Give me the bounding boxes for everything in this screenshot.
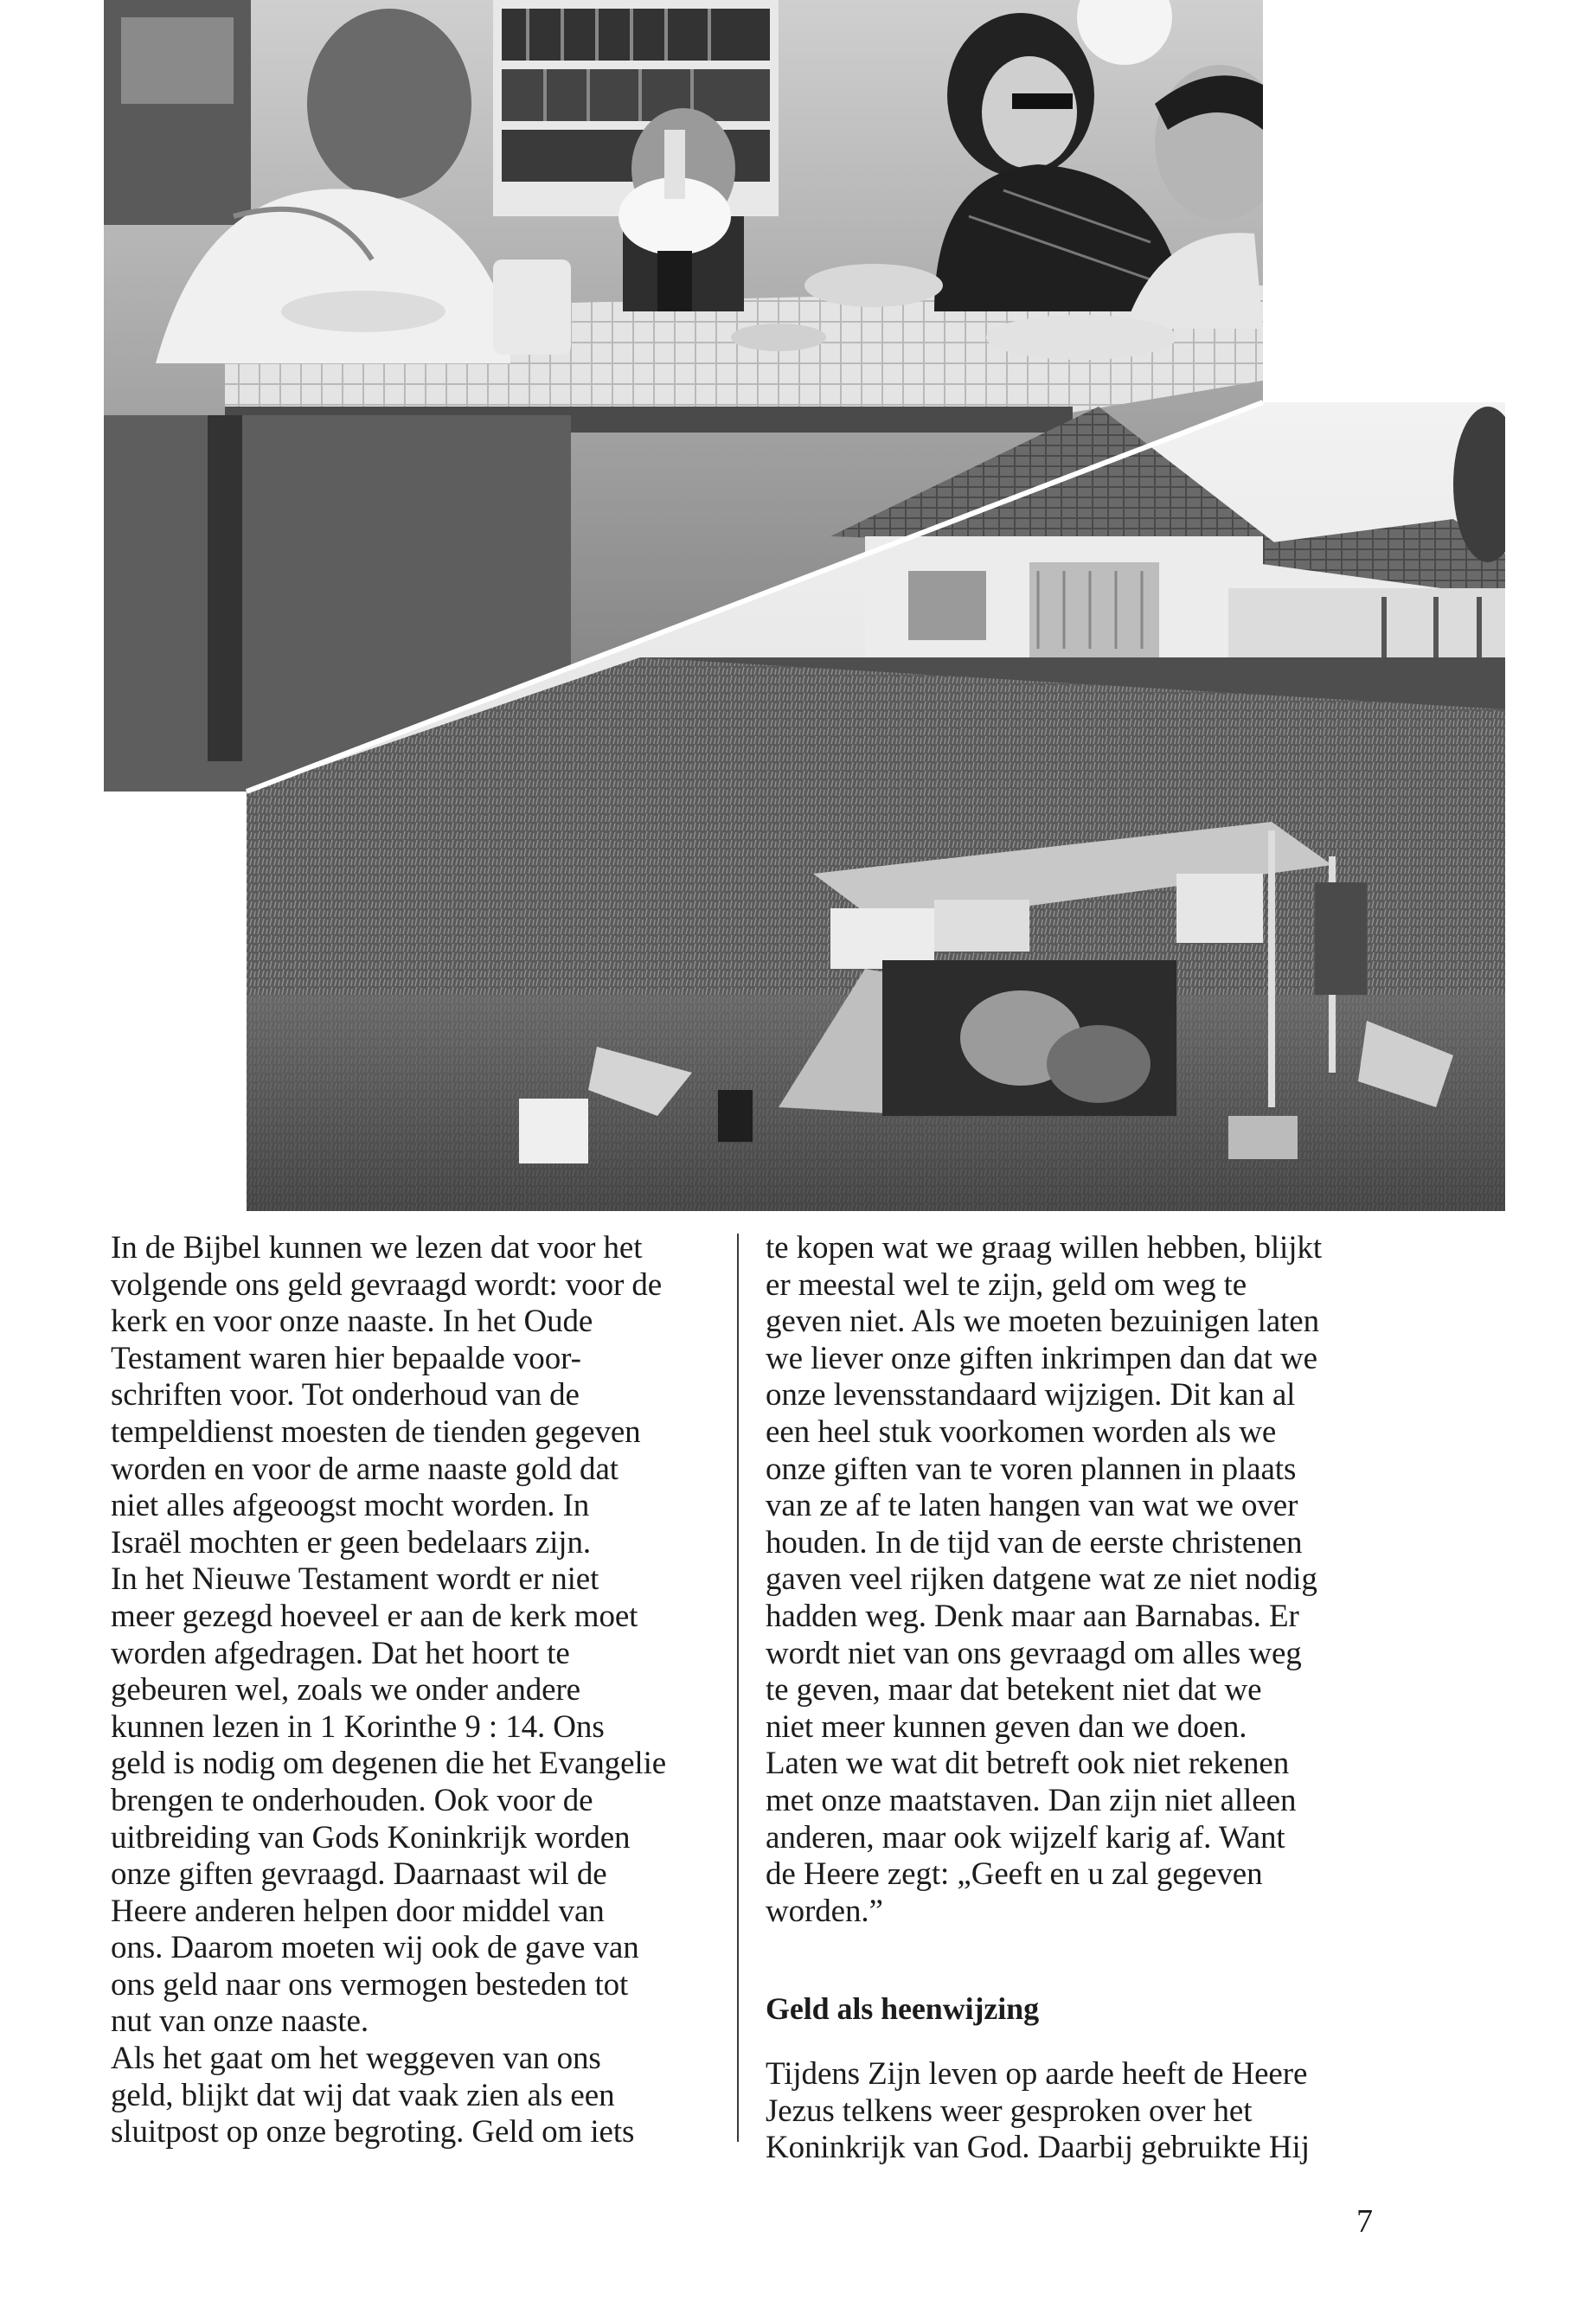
text-line: meer gezegd hoeveel er aan de kerk moet bbox=[111, 1598, 638, 1634]
text-line: Als het gaat om het weggeven van ons bbox=[111, 2041, 601, 2077]
text-line: Heere anderen helpen door middel van bbox=[111, 1893, 605, 1929]
text-line: onze giften gevraagd. Daarnaast wil de bbox=[111, 1856, 607, 1893]
text-line: geld, blijkt dat wij dat vaak zien als een bbox=[111, 2077, 615, 2113]
text-line: worden afgedragen. Dat het hoort te bbox=[111, 1635, 570, 1671]
text-line: volgende ons geld gevraagd wordt: voor de bbox=[111, 1266, 663, 1303]
text-line: houden. In de tijd van de eerste christenen bbox=[766, 1524, 1303, 1561]
text-line: anderen, maar ook wijzelf karig af. Want bbox=[766, 1819, 1285, 1856]
text-line: sluitpost op onze begroting. Geld om iets bbox=[111, 2114, 635, 2150]
text-line: kerk en voor onze naaste. In het Oude bbox=[111, 1304, 593, 1340]
text-line: onze giften van te voren plannen in plaats bbox=[766, 1451, 1297, 1487]
text-line: Koninkrijk van God. Daarbij gebruikte Hij bbox=[766, 2130, 1310, 2166]
text-line: brengen te onderhouden. Ook voor de bbox=[111, 1782, 593, 1818]
page-number: 7 bbox=[1356, 2203, 1373, 2240]
text-line: we liever onze giften inkrimpen dan dat we bbox=[766, 1340, 1317, 1376]
text-line: onze levensstandaard wijzigen. Dit kan al bbox=[766, 1377, 1296, 1413]
photo-collage bbox=[104, 0, 1505, 1211]
text-line: In de Bijbel kunnen we lezen dat voor het bbox=[111, 1230, 643, 1266]
text-line: hadden weg. Denk maar aan Barnabas. Er bbox=[766, 1598, 1299, 1634]
text-line: Tijdens Zijn leven op aarde heeft de Heere bbox=[766, 2056, 1308, 2093]
article-left-column bbox=[111, 1230, 716, 2151]
paragraph-gap bbox=[766, 1930, 1371, 1990]
text-line: Testament waren hier bepaalde voor- bbox=[111, 1340, 581, 1376]
text-line: worden en voor de arme naaste gold dat bbox=[111, 1451, 619, 1487]
column-divider bbox=[737, 1234, 739, 2142]
text-line: schriften voor. Tot onderhoud van de bbox=[111, 1377, 580, 1413]
text-line: te geven, maar dat betekent niet dat we bbox=[766, 1672, 1262, 1708]
text-line: Laten we wat dit betreft ook niet rekenen bbox=[766, 1746, 1290, 1782]
text-line: In het Nieuwe Testament wordt er niet bbox=[111, 1561, 599, 1598]
text-line: een heel stuk voorkomen worden als we bbox=[766, 1413, 1277, 1450]
text-line: geld is nodig om degenen die het Evangelie bbox=[111, 1746, 667, 1782]
text-line: niet alles afgeoogst mocht worden. In bbox=[111, 1488, 590, 1524]
text-line: ons geld naar ons vermogen besteden tot bbox=[111, 1966, 629, 2003]
text-line: uitbreiding van Gods Koninkrijk worden bbox=[111, 1819, 631, 1856]
text-line: nut van onze naaste. bbox=[111, 2003, 369, 2040]
text-line: te kopen wat we graag willen hebben, blijkt bbox=[766, 1230, 1323, 1266]
text-line: van ze af te laten hangen van wat we over bbox=[766, 1488, 1298, 1524]
text-line: ons. Daarom moeten wij ook de gave van bbox=[111, 1930, 639, 1966]
article-right-column bbox=[766, 1230, 1371, 2167]
text-line: tempeldienst moesten de tienden gegeven bbox=[111, 1413, 641, 1450]
text-line: gebeuren wel, zoals we onder andere bbox=[111, 1672, 581, 1708]
text-line: geven niet. Als we moeten bezuinigen laten bbox=[766, 1304, 1320, 1340]
text-line: Jezus telkens weer gesproken over het bbox=[766, 2093, 1253, 2129]
text-line: kunnen lezen in 1 Korinthe 9 : 14. Ons bbox=[111, 1708, 605, 1745]
text-line: niet meer kunnen geven dan we doen. bbox=[766, 1708, 1247, 1745]
text-line: Israël mochten er geen bedelaars zijn. bbox=[111, 1524, 592, 1561]
section-heading: Geld als heenwijzing bbox=[766, 1991, 1040, 2027]
text-line: worden.” bbox=[766, 1893, 883, 1929]
text-line: gaven veel rijken datgene wat ze niet nodig bbox=[766, 1561, 1317, 1598]
text-line: wordt niet van ons gevraagd om alles weg bbox=[766, 1635, 1302, 1671]
text-line: er meestal wel te zijn, geld om weg te bbox=[766, 1266, 1247, 1303]
text-line: de Heere zegt: „Geeft en u zal gegeven bbox=[766, 1856, 1263, 1893]
text-line: met onze maatstaven. Dan zijn niet alleen bbox=[766, 1782, 1297, 1818]
